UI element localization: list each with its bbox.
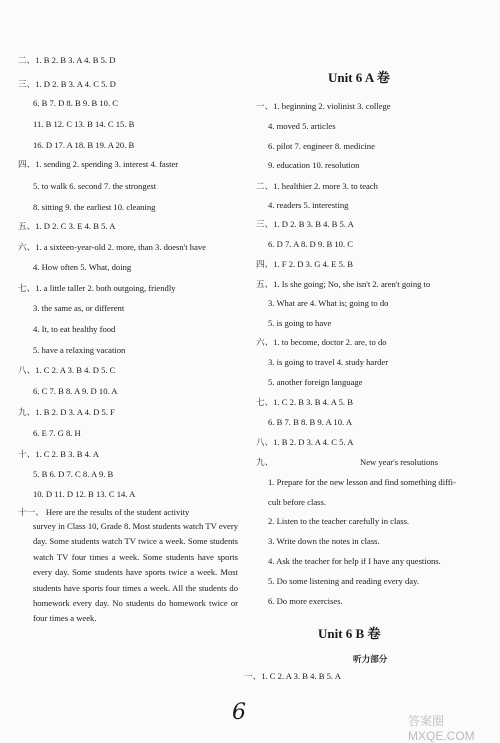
answer-line: 五、1. D 2. C 3. E 4. B 5. A xyxy=(18,221,116,231)
answer-line: 1. Prepare for the new lesson and find something diffi- xyxy=(268,477,456,487)
unit6-a-title: Unit 6 A 卷 xyxy=(328,70,390,85)
answer-line: 3. What are 4. What is; going to do xyxy=(268,298,389,308)
watermark: 答案圈 MXQE.COM xyxy=(408,714,475,743)
answer-line: 七、1. C 2. B 3. B 4. A 5. B xyxy=(256,397,353,407)
answer-line: 4. Ask the teacher for help if I have any questions. xyxy=(268,556,441,566)
answer-line: 4. How often 5. What, doing xyxy=(33,262,132,272)
answer-line: 5. is going to have xyxy=(268,318,332,328)
answer-line: 11. B 12. C 13. B 14. C 15. B xyxy=(33,119,135,129)
answer-line: 3. the same as, or different xyxy=(33,303,125,313)
answer-line: 6. B 7. D 8. B 9. B 10. C xyxy=(33,98,118,108)
answer-line: 三、1. D 2. B 3. A 4. C 5. D xyxy=(18,79,116,89)
essay-body: survey in Class 10, Grade 8. Most students watch TV every day. Some students watch TV twice a week. Some students watch TV four times a week. Some students have sports every day. Some students have sports twice a week. Most students have sports four times a week. All the students do homework every day. No students do homework twice or four times a week. xyxy=(33,521,238,624)
answer-line: 4. It, to eat healthy food xyxy=(33,324,116,334)
answer-line: 五、1. Is she going; No, she isn't 2. aren't going to xyxy=(256,279,431,289)
answer-line: 5. have a relaxing vacation xyxy=(33,345,126,355)
answer-line: 5. another foreign language xyxy=(268,377,363,387)
answer-line: 5. to walk 6. second 7. the strongest xyxy=(33,181,157,191)
answer-line: 6. B 7. B 8. B 9. A 10. A xyxy=(268,417,353,427)
answer-line: 4. readers 5. interesting xyxy=(268,200,349,210)
listening-section-title: 听力部分 xyxy=(353,654,388,664)
answer-line: 四、1. sending 2. spending 3. interest 4. faster xyxy=(18,159,179,169)
answer-line: 六、1. to become, doctor 2. are, to do xyxy=(256,337,387,347)
answer-line: 七、1. a little taller 2. both outgoing, friendly xyxy=(18,283,176,293)
answer-line: 三、1. D 2. B 3. B 4. B 5. A xyxy=(256,219,354,229)
answer-line: 一、1. beginning 2. violinist 3. college xyxy=(256,101,391,111)
answer-line: 9. education 10. resolution xyxy=(268,160,360,170)
answer-line: 八、1. B 2. D 3. A 4. C 5. A xyxy=(256,437,354,447)
answer-line: 16. D 17. A 18. B 19. A 20. B xyxy=(33,140,135,150)
answer-line: 3. is going to travel 4. study harder xyxy=(268,357,389,367)
answer-line: 九、 xyxy=(256,457,274,467)
answer-line: 6. D 7. A 8. D 9. B 10. C xyxy=(268,239,353,249)
answer-line: 8. sitting 9. the earliest 10. cleaning xyxy=(33,202,156,212)
answer-line: 6. C 7. B 8. A 9. D 10. A xyxy=(33,386,118,396)
answer-line: 6. Do more exercises. xyxy=(268,596,343,606)
answer-line: 6. E 7. G 8. H xyxy=(33,428,81,438)
answer-line: 2. Listen to the teacher carefully in class. xyxy=(268,516,410,526)
answer-line: 4. moved 5. articles xyxy=(268,121,336,131)
answer-line: 六、1. a sixteen-year-old 2. more, than 3. doesn't have xyxy=(18,242,206,252)
answer-line: 四、1. F 2. D 3. G 4. E 5. B xyxy=(256,259,353,269)
unit6-b-title: Unit 6 B 卷 xyxy=(318,626,381,641)
answer-line: New year's resolutions xyxy=(360,457,438,467)
answer-line: 九、1. B 2. D 3. A 4. D 5. F xyxy=(18,407,115,417)
answer-line: 6. pilot 7. engineer 8. medicine xyxy=(268,141,375,151)
answer-line: 二、1. B 2. B 3. A 4. B 5. D xyxy=(18,55,116,65)
answer-line: 十、1. C 2. B 3. B 4. A xyxy=(18,449,99,459)
answer-line: 3. Write down the notes in class. xyxy=(268,536,380,546)
answer-line: 八、1. C 2. A 3. B 4. D 5. C xyxy=(18,365,116,375)
answer-line: 二、1. healthier 2. more 3. to teach xyxy=(256,181,378,191)
page-number: 6 xyxy=(232,700,246,725)
answer-line: 10. D 11. D 12. B 13. C 14. A xyxy=(33,489,136,499)
answer-line: 5. Do some listening and reading every day. xyxy=(268,576,419,586)
answer-line: cult before class. xyxy=(268,497,326,507)
answer-line: 5. B 6. D 7. C 8. A 9. B xyxy=(33,469,114,479)
listening-answers: 一、1. C 2. A 3. B 4. B 5. A xyxy=(244,671,341,681)
essay-first-line: 十一、 Here are the results of the student activity xyxy=(18,507,190,517)
